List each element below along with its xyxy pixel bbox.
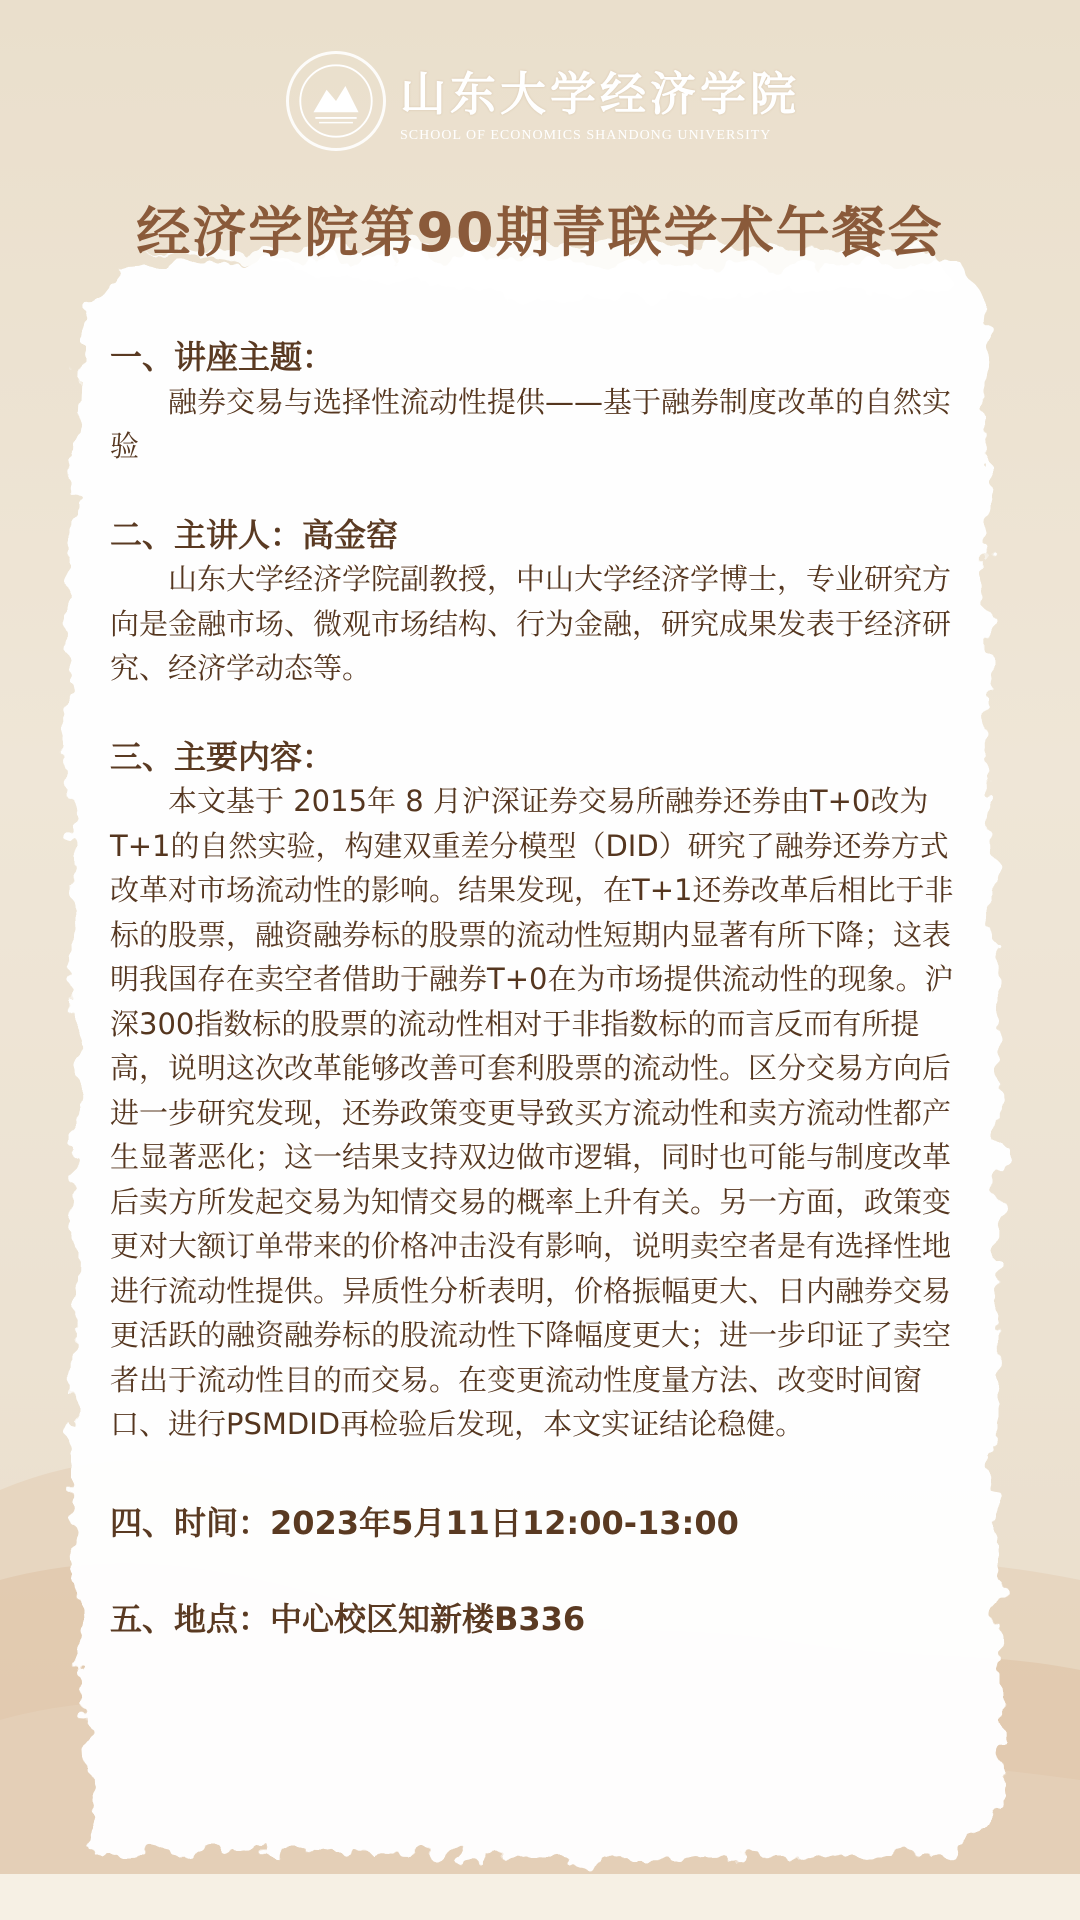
school-name-cn: 山东大学经济学院	[400, 67, 800, 121]
content-heading: 三、主要内容：	[110, 737, 335, 776]
announcement-body	[110, 335, 972, 1642]
bottom-strip	[0, 1874, 1080, 1920]
time-line: 四、时间：2023年5月11日12:00-13:00	[110, 1503, 739, 1542]
topic-heading: 一、讲座主题：	[110, 338, 335, 376]
university-seal-icon	[286, 51, 386, 151]
page-title: 经济学院第90期青联学术午餐会	[136, 201, 944, 264]
content-text: 本文基于 2015年 8 月沪深证券交易所融券还券由T+0改为T+1的自然实验，构建双重差分模型（DID）研究了融券还券方式改革对市场流动性的影响。结果发现，在T+1还券改革后相比于非标的股票，融资融券标的股票的流动性短期内显著有所下降；这表明我国存在卖空者借助于融券T+0在为市场提供流动性的现象。沪深300指数标的股票的流动性相对于非指数标的而言反而有所提高，说明这次改革能够改善可套利股票的流动性。区分交易方向后进一步研究发现，还券政策变更导致买方流动性和卖方流动性都产生显著恶化；这一结果支持双边做市逻辑，同时也可能与制度改革后卖方所发起交易为知情交易的概率上升有关。另一方面，政策变更对大额订单带来的价格冲击没有影响，说明卖空者是有选择性地进行流动性提供。异质性分析表明，价格振幅更大、日内融券交易更活跃的融资融券标的股流动性下降幅度更大；进一步印证了卖空者出于流动性目的而交易。在变更流动性度量方法、改变时间窗口、进行PSMDID再检验后发现，本文实证结论稳健。	[110, 784, 954, 1441]
speaker-heading: 二、主讲人：高金窑	[110, 515, 399, 554]
school-name-en: SCHOOL OF ECONOMICS SHANDONG UNIVERSITY	[400, 128, 772, 143]
school-header	[286, 46, 806, 156]
venue-line: 五、地点：中心校区知新楼B336	[110, 1600, 586, 1638]
speaker-text: 山东大学经济学院副教授，中山大学经济学博士，专业研究方向是金融市场、微观市场结构、行为金融，研究成果发表于经济研究、经济学动态等。	[110, 562, 952, 685]
topic-text: 融券交易与选择性流动性提供——基于融券制度改革的自然实验	[110, 384, 952, 463]
